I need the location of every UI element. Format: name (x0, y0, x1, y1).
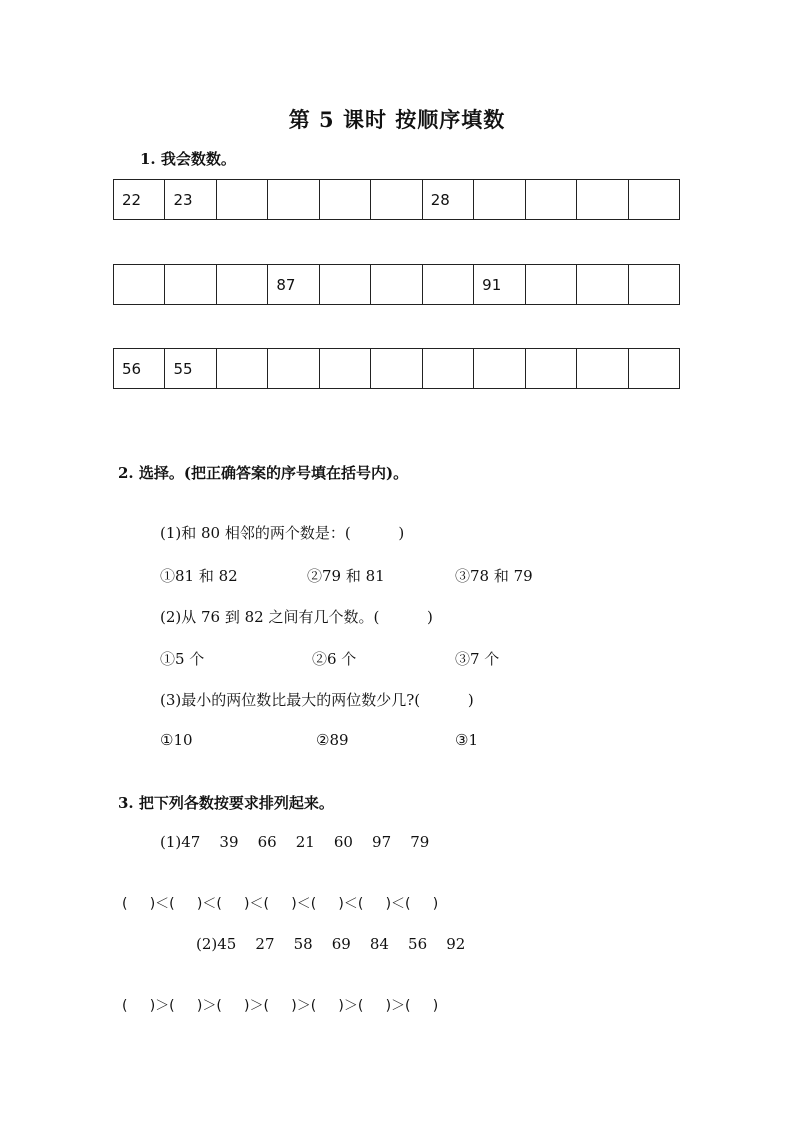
number-grid-1 (113, 179, 680, 220)
grid-cell[interactable] (216, 180, 267, 220)
grid-cell[interactable] (628, 349, 679, 389)
grid-cell[interactable] (371, 349, 422, 389)
option-c: ③7 个 (455, 650, 500, 668)
grid-cell[interactable] (371, 180, 422, 220)
number-list-1: (1)47 39 66 21 60 97 79 (160, 833, 430, 851)
question-2-2-text: (2)从 76 到 82 之间有几个数。( ) (160, 608, 433, 626)
option-c: ③1 (455, 731, 478, 749)
option-b: ②79 和 81 (307, 567, 385, 585)
grid-cell[interactable]: 28 (422, 180, 473, 220)
grid-cell[interactable]: 87 (268, 265, 319, 305)
page-title: 第 5 课时 按顺序填数 (288, 107, 506, 132)
grid-cell[interactable] (628, 180, 679, 220)
question-1-heading: 1. 我会数数。 (140, 150, 236, 168)
grid-cell[interactable] (319, 349, 370, 389)
grid-cell[interactable] (268, 180, 319, 220)
grid-cell[interactable] (525, 265, 576, 305)
grid-cell[interactable] (525, 180, 576, 220)
option-a: ①5 个 (160, 650, 205, 668)
grid-cell[interactable] (577, 180, 628, 220)
question-2-heading: 2. 选择。(把正确答案的序号填在括号内)。 (118, 464, 409, 482)
option-b: ②6 个 (312, 650, 357, 668)
grid-cell[interactable] (577, 265, 628, 305)
grid-cell[interactable] (422, 265, 473, 305)
grid-cell[interactable] (422, 349, 473, 389)
question-2-1-text: (1)和 80 相邻的两个数是：( ) (160, 524, 405, 542)
grid-cell[interactable] (525, 349, 576, 389)
descending-chain: ( )＞( )＞( )＞( )＞( )＞( )＞( ) (122, 998, 439, 1014)
number-list-2: (2)45 27 58 69 84 56 92 (196, 935, 466, 953)
number-grid-2 (113, 264, 680, 305)
grid-cell[interactable] (114, 265, 165, 305)
grid-cell[interactable] (577, 349, 628, 389)
grid-cell[interactable]: 91 (474, 265, 525, 305)
grid-cell[interactable]: 55 (165, 349, 216, 389)
number-grid-3 (113, 348, 680, 389)
grid-cell[interactable] (319, 180, 370, 220)
grid-cell[interactable] (216, 349, 267, 389)
option-a: ①81 和 82 (160, 567, 238, 585)
option-a: ①10 (160, 731, 193, 749)
option-b: ②89 (316, 731, 349, 749)
grid-cell[interactable]: 23 (165, 180, 216, 220)
grid-cell[interactable] (216, 265, 267, 305)
grid-cell[interactable]: 22 (114, 180, 165, 220)
grid-cell[interactable] (628, 265, 679, 305)
ascending-chain: ( )＜( )＜( )＜( )＜( )＜( )＜( ) (122, 896, 439, 912)
question-3-heading: 3. 把下列各数按要求排列起来。 (118, 794, 334, 812)
grid-cell[interactable] (319, 265, 370, 305)
grid-cell[interactable] (474, 180, 525, 220)
grid-cell[interactable] (474, 349, 525, 389)
grid-cell[interactable] (268, 349, 319, 389)
question-2-3-text: (3)最小的两位数比最大的两位数少几?( ) (160, 691, 474, 709)
grid-cell[interactable]: 56 (114, 349, 165, 389)
grid-cell[interactable] (371, 265, 422, 305)
grid-cell[interactable] (165, 265, 216, 305)
option-c: ③78 和 79 (455, 567, 533, 585)
